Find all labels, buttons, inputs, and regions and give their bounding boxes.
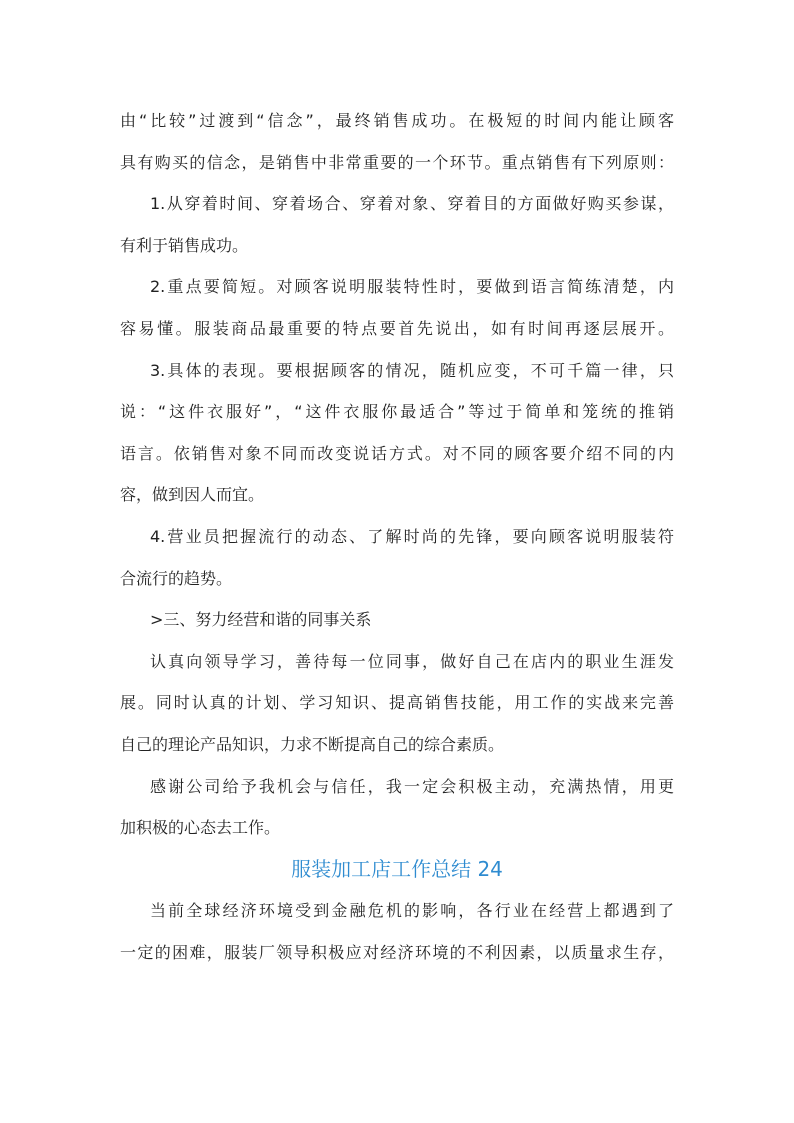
text-line: 由“比较”过渡到“信念”，最终销售成功。在极短的时间内能让顾客 bbox=[120, 111, 674, 130]
text-line: 有利于销售成功。 bbox=[120, 235, 249, 255]
text-line: 容，做到因人而宜。 bbox=[120, 485, 265, 505]
text-line: 容易懂。服装商品最重要的特点要首先说出，如有时间再逐层展开。 bbox=[120, 318, 674, 338]
text-line: 展。同时认真的计划、学习知识、提高销售技能，用工作的实战来完善 bbox=[120, 693, 674, 713]
text-line: 自己的理论产品知识，力求不断提高自己的综合素质。 bbox=[120, 734, 505, 754]
text-line: 1.从穿着时间、穿着场合、穿着对象、穿着目的方面做好购买参谋， bbox=[150, 194, 674, 214]
document-page bbox=[120, 100, 674, 973]
text-line: 加积极的心态去工作。 bbox=[120, 818, 281, 838]
section-text bbox=[120, 890, 674, 973]
text-line: 说：“这件衣服好”，“这件衣服你最适合”等过于简单和笼统的推销 bbox=[120, 402, 674, 422]
text-line: 感谢公司给予我机会与信任，我一定会积极主动，充满热情，用更 bbox=[150, 776, 674, 796]
text-line: 语言。依销售对象不同而改变说话方式。对不同的顾客要介绍不同的内 bbox=[120, 443, 674, 463]
section-heading: 服装加工店工作总结 24 bbox=[291, 856, 503, 881]
text-line: 一定的困难，服装厂领导积极应对经济环境的不利因素，以质量求生存， bbox=[120, 942, 674, 962]
body-text bbox=[120, 100, 674, 849]
text-line: 3.具体的表现。要根据顾客的情况，随机应变，不可千篇一律，只 bbox=[150, 360, 674, 380]
text-line: >三、努力经营和谐的同事关系 bbox=[150, 610, 372, 630]
text-line: 合流行的趋势。 bbox=[120, 568, 233, 588]
text-line: 当前全球经济环境受到金融危机的影响，各行业在经营上都遇到了 bbox=[150, 901, 674, 921]
text-line: 2.重点要简短。对顾客说明服装特性时，要做到语言简练清楚，内 bbox=[150, 277, 674, 297]
text-line: 具有购买的信念，是销售中非常重要的一个环节。重点销售有下列原则： bbox=[120, 152, 674, 172]
text-line: 认真向领导学习，善待每一位同事，做好自己在店内的职业生涯发 bbox=[150, 651, 674, 671]
text-line: 4.营业员把握流行的动态、了解时尚的先锋，要向顾客说明服装符 bbox=[150, 526, 674, 546]
